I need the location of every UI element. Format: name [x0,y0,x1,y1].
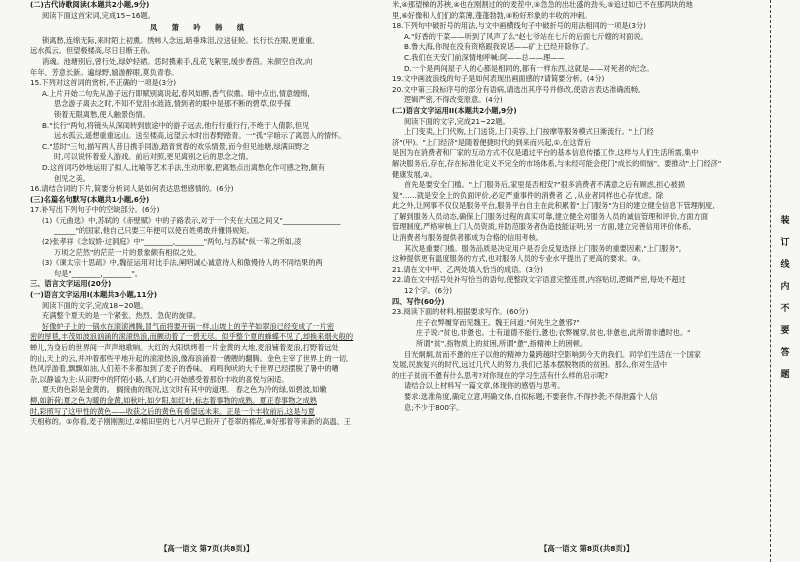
right-text-line: 逻辑严密,不得改变原意。(4分) [404,95,503,105]
right-text-line: 18.下列句中破折号的用法,与文中画横线句子中破折号的用法相同的一项是(3分) [392,21,646,31]
left-text-line: 充满整个夏天的是一个紧张、热烈、急促的旋律。 [42,311,201,321]
left-text-line: (2)张孝祥《念奴娇·过洞庭》中"________,________"两句,与苏轼"纵一苇之所如,凌 [42,237,302,247]
left-text-line: 凤 箫 吟 韩 缜 [150,23,250,33]
left-text-line: 密的厚毯,丰茂如波浪汹涌的滚滚热浪,而颤动着了一碧无尽。似乎整个夏的蜂蝶不见了,却换来烟火般的 [30,332,354,342]
left-text-line: 远水孤云。但望极楼高,尽日目断王孙。 [30,46,155,56]
right-text-line: 23.阅读下面的材料,根据要求写作。(60分) [392,307,529,317]
right-text-line: 这种提供更有温度服务的方式,也对服务人员的专业水平提出了更高的要求。③。 [392,254,646,264]
right-text-line: 请结合以上材料写一篇文章,体现你的感悟与思考。 [404,381,565,391]
left-text-line: 16.请结合词的下片,简要分析词人是如何表达思想感情的。(6分) [30,184,234,194]
right-text-line: 发展,民族复兴的时代,远过几代人的努力,我们已基本摆脱物质的贫困。那么,你对生活中 [392,360,668,370]
right-text-line: 庄子衣弊履穿而见魏王。魏王问道:"何先生之惫邪?" [416,317,580,327]
left-text-line: 思念游子离去之时,不知不觉泪水涟涟,情到者的眼中是那不断的碧草,似乎探 [54,99,291,109]
binding-warning-char: 订 [780,238,790,248]
binding-warning-char: 答 [780,348,790,358]
right-text-line: 管理制度,严格审核上门人员资质,并防范服务者伪造技能证明;另一方面,建立完善信用评价体系, [392,222,692,232]
left-text-line: 创见之美。 [54,173,90,183]
binding-warning-char: 题 [780,370,790,380]
right-text-line: A."好香的干菜——听到了风声了么"赵七爷站在七斤的后面七斤嫂的对面说。 [404,31,648,41]
left-text-line: 15.下列对这首词的赏析,不正确的一项是(3分) [30,78,177,88]
right-text-line: B.鲁大海,你现在没有资格跟我说话——矿上已经开除你了。 [404,42,594,52]
left-text-line: (三)名篇名句默写(本题共1小题,6分) [30,194,150,204]
right-text-line: 了解到服务人员动态,确保上门服务过程的真实可靠,建立健全对服务人员的诚信管理和评价,方面方面 [392,211,708,221]
right-text-line: 让消费者与服务提供者都成为合格的信用考核。 [392,233,543,243]
right-text-line: 的庄子贫而不惫有什么思考?对你现在的学习生活有什么样的启示呢? [392,370,609,380]
left-text-line: 三、语言文字运用(20分) [30,279,112,289]
right-text-line: D.一个是两间屋子人的心都是相同的,都有一样东西,这就是——对死者的纪念。 [404,63,654,73]
right-text-line: 庄子说:"贫也,非惫也。士有道德不能行,惫也;衣弊履穿,贫也,非惫也,此所谓非遭时也。" [416,328,691,338]
right-text-line: 首先是要安全门槛。"上门服务后,家里是否相安?"很多消费者不满意之后有顾虑,担心被损 [404,180,685,190]
left-text-line: C."恁时"三句,描写两人昔日携手同游,踏青赏春的欢乐情景,而今但见池塘,绿满田野之 [42,141,310,151]
left-text-line: D.这首词巧妙地运用了拟人,比喻等艺术手法,生动形象,把离愁点出离愁化作可感之物,颇有 [42,162,325,172]
right-text-line: 米,④那望梯的苏秧,④也在刚割过的的麦茬中,⑤急急的出壮盛的劲头,⑤追过如已不在那两块的地 [392,0,693,9]
right-text-line: (二)语言文字运用II(本题共2小题,9分) [392,105,517,115]
right-text-line: 22.请在文中括号处补写恰当的语句,使整段文字语意完整连贯,内容贴切,逻辑严密,每处不超过 [392,275,686,285]
right-text-line: 里,⑥好像和人们们的菜薄,蓬蓬勃勃,④粉好形象的丰收的冲刺。 [392,10,592,20]
binding-warning-char: 要 [780,326,790,336]
left-text-line: (3)《谏太宗十思疏》中,魏征运用对比手法,阐明诚心诚意待人和傲慢待人的不同结果的两 [42,258,323,268]
left-text-line: 天相称的。①你看,麦子刚刚割过,②棉田里的七八月早已盼开了苍翠的棉花,⑧好那着等来新的高温、王 [30,417,351,427]
left-text-line: 句是"________,________"。 [54,268,142,278]
left-text-line: (1)《元曲选》中,苏轼的《赤壁赋》中的子路表示,对于一个夹在大国之间又"________________ [42,215,341,225]
left-text-line: B."长行"两句,将镜头从深闺转到旅途中的游子远去,他行行重行行,不绝于人倩影,但见 [42,120,310,130]
left-text-line: 时,可以说怀着爱人游戏。前后对照,更见离别之后的思念之情。 [54,152,253,162]
left-text-line: 消魂。池塘别后,曾行处,绿妒轻裙。恁时携素手,乱花飞絮里,缓步香茵。朱颜空自改,向 [42,56,313,66]
left-text-line: 时,彩照写了这甲性的黄色——收获之后的黄色有希望远未来。正是一个丰收前后,这是与夏 [30,406,315,416]
left-text-line: 锁着无限离愁,使人触景伤情。 [54,109,150,119]
left-text-line: 17.补写出下列句子中的空缺部分。(6分) [30,205,160,215]
left-text-line: 的山,天上的云,并冲着那些平地升起的滚滚热浪,像海浪涌着一艘艘的翻腾。金色主宰了世界上的一切, [30,353,349,363]
right-text-line: C.我们在天安门前深情地呼喊:阿——总——理—— [404,52,565,62]
right-text-line: 解决服务后,存在,存在标准化定义不完全的市场体系,与未经可能会使门"成长的烦恼"。要推动"上门经济" [392,158,722,168]
page-8-column [392,0,732,562]
right-text-line: 12个字。(6分) [404,286,453,296]
left-text-line: 远水孤云,遥想重重远山。送至楼高,远望云水时出春野踏青。一"孤"字暗示了离思人的情怀。 [54,131,346,141]
binding-warning-char: 内 [780,282,790,292]
page-8-footer: 【高一语文 第8页(共8页)】 [540,544,634,553]
left-text-line: 好像炉子上的一锅水在滚滚沸腾,冒气而将要开锅一样,山坡上的芋芊如翠浪已经变成了一片密 [42,321,335,331]
left-text-line: ______"的国家,他自己只要三年便可以使百姓勇敢并懂得规矩。 [54,226,254,236]
page-7-footer: 【高一语文 第7页(共8页)】 [160,544,254,553]
left-text-line: 热风浮游着,飘飘如油,人们差不多都加到了麦子的香味。 鸡鸣狗吠的大千世界已经摆脱了暑中的嘈 [30,364,339,374]
right-text-line: 四、写作(60分) [392,296,445,306]
right-text-line: 目光炯炯,贫而不惫的庄子以他的精神力量跨越时空影响到今天的我们。同学们生活在一个国家 [404,349,701,359]
left-text-line: A.上片开始二句先从游子远行即赋别离说起,春风如醉,香气似熏。暗中点出,情意缠绵, [42,88,310,98]
left-text-line: (二)古代诗歌阅读(本题共2小题,9分) [30,0,150,9]
left-text-line: 夏天的色彩是金黄的。 搁接曲的现况,这文时有其中的道理。 春之色为冷的绿,如碧波,如嫩 [42,385,327,395]
right-text-line: 上门变卖,上门代购,上门送货,上门美容,上门按摩等服务模式日渐流行。"上门经 [404,127,654,137]
binding-warning-char: 装 [780,216,790,226]
right-text-line: 济"(甲)。"上门经济"是随着便捷时代的到来而兴起,①,在这背后 [392,137,592,147]
right-text-line: 19.文中画波浪线的句子是如何表现出画面感的?请简要分析。(4分) [392,74,605,84]
right-text-line: 复"……就是安全上的负面评价,必定严重事件的消费者 乙 ,从业者同样也心存忧虑。除 [392,190,664,200]
right-text-line: 要求:选准角度,确定立意,明确文体,自拟标题;不要套作,不得抄袭;不得泄露个人信 [404,391,658,401]
binding-line [770,0,772,562]
binding-warning-char: 线 [780,260,790,270]
right-text-line: 息;不少于800字。 [404,402,464,412]
right-text-line: 所谓"贫",指物质上的贫困,所谓"惫",指精神上的困顿。 [416,339,588,348]
left-text-line: 万顷之茫然"的茫茫一片的景象颇有相似之处。 [54,247,202,257]
left-text-line: 柳,如新荷;夏之色为暖的金黄,如秋叶,如夕阳,如红叶,标志着事物的成熟。夏正春事物之成熟 [30,395,317,405]
binding-warning [778,210,792,386]
binding-warning-char: 不 [780,304,790,314]
left-text-line: 杂,以静谧为主:从田野中的阡陌小路,人们的心开始感受着那份丰收的喜悦与闲适。 [30,374,289,384]
right-text-line: 阅读下面的文字,完成21~22题。 [404,116,510,126]
left-text-line: (一)语言文字运用I(本题共3小题,11分) [30,290,157,300]
page-7-column [30,0,370,562]
left-text-line: 阅读下面的文字,完成18~20题。 [42,300,148,310]
right-text-line: 健康发展,②。 [392,169,437,179]
right-text-line: 此之外,让网事不仅仅是服务平台,服务平台自主在此积累着"上门服务"为目的建立健全信息下管理制度, [392,201,715,211]
left-text-line: 阅读下面这首宋词,完成15~16题。 [42,10,155,20]
left-text-line: 锁离愁,连绵无际,来时陌上初熏。绣帏人念远,暗垂珠泪,泣送征轮。长行长在眼,更重重、 [42,35,320,45]
right-text-line: 20.文中第三段标序号的部分有语病,请选出其序号并修改,使语言表达准确流畅, [392,84,641,94]
left-text-line: 蝉儿,为身后的世界间一声声地歌响。大红的大阳烘烤着一片金黄的大地,麦浪铺着麦浪,打野着远处 [30,343,339,352]
right-text-line: 21.请在文中甲、乙两处填入恰当的成语。(3分) [392,264,543,274]
right-text-line: 其次是重要门槛。服务品质是决定用户是否会反复选择上门服务的重要因素,"上门服务", [404,243,682,253]
left-text-line: 年年、芳意长新。遍绿野,嬉游醉眼,莫负青春。 [30,67,179,77]
right-text-line: 是因为在消费者和厂家的互动方式不仅是通过平台的基本信息传播工作,这样与人们生活所需,集中 [392,148,699,158]
